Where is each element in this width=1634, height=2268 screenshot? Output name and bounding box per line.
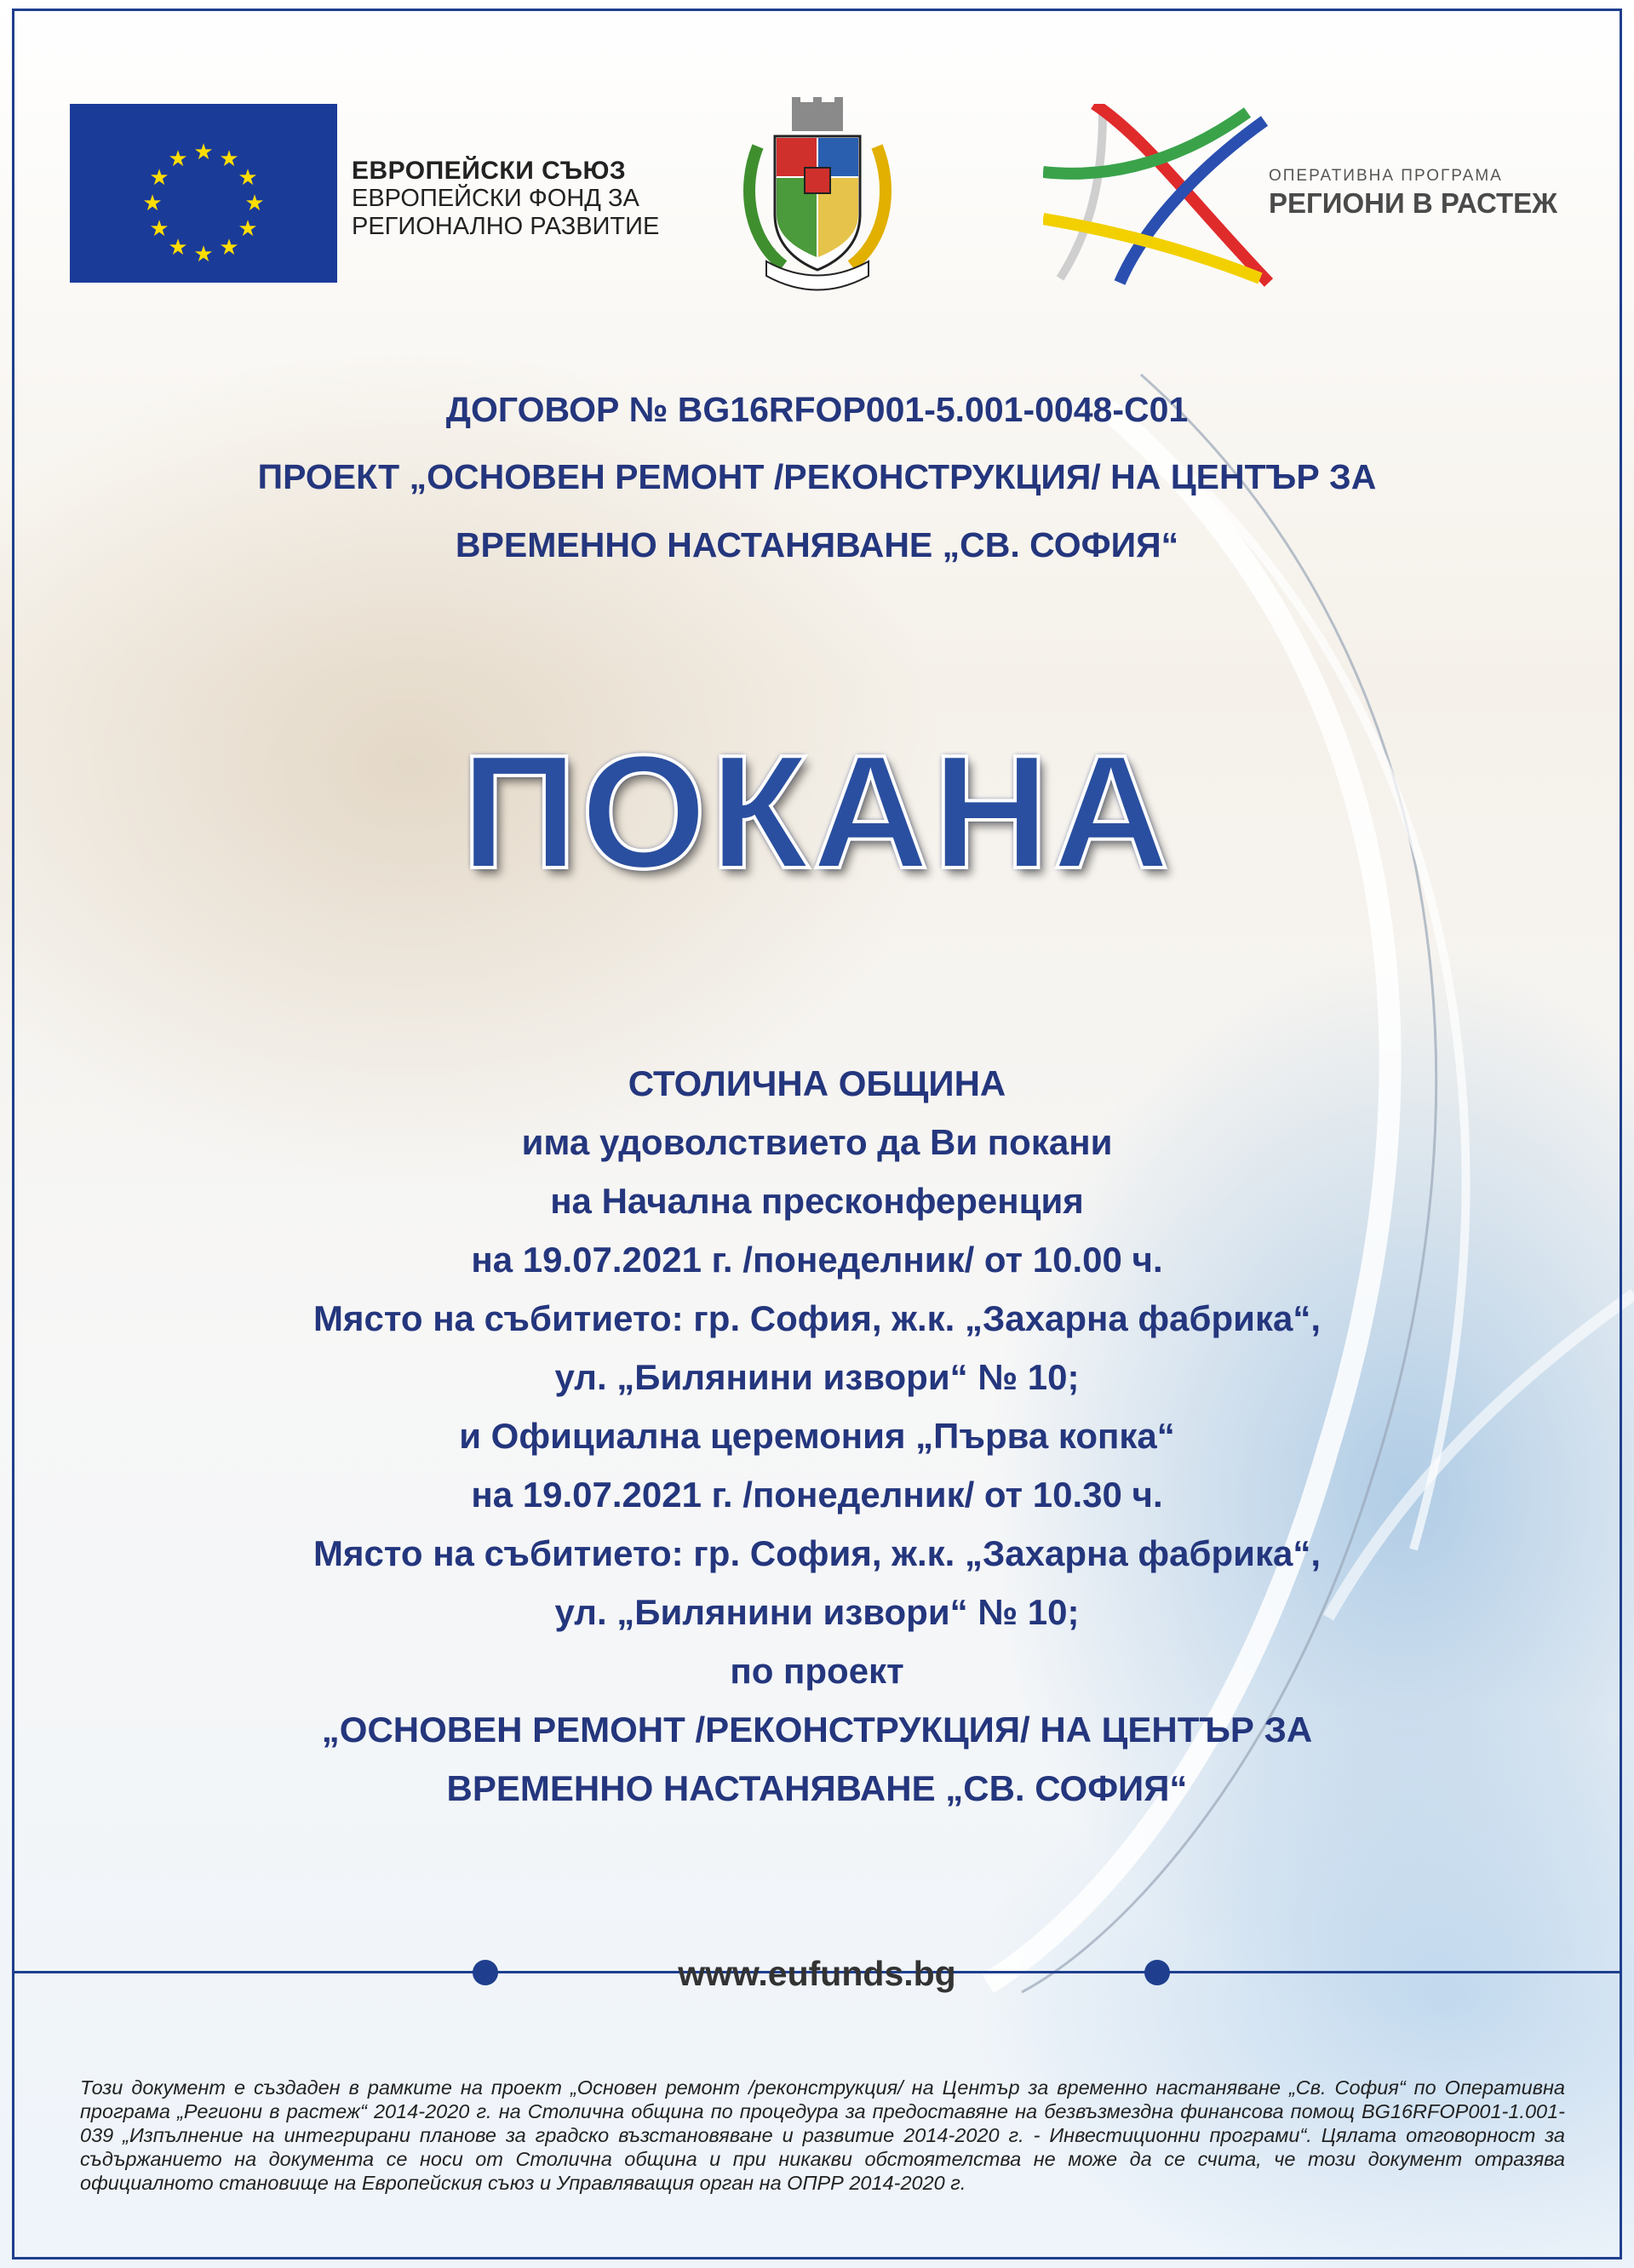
invitation-line: на 19.07.2021 г. /понеделник/ от 10.30 ч. — [471, 1475, 1163, 1515]
svg-text:★: ★ — [142, 191, 163, 216]
invitation-line: ул. „Билянини извори“ № 10; — [554, 1592, 1080, 1632]
project-title-line1: ПРОЕКТ „ОСНОВЕН РЕМОНТ /РЕКОНСТРУКЦИЯ/ НА ЦЕНТЪР ЗА — [257, 457, 1377, 496]
invitation-title: ПОКАНА — [461, 722, 1173, 902]
svg-text:★: ★ — [149, 165, 169, 191]
invitation-line: СТОЛИЧНА ОБЩИНА — [628, 1063, 1006, 1103]
invitation-line: на 19.07.2021 г. /понеделник/ от 10.00 ч. — [471, 1240, 1163, 1280]
invitation-line: ВРЕМЕННО НАСТАНЯВАНЕ „СВ. СОФИЯ“ — [446, 1768, 1188, 1808]
invitation-line: Място на събитието: гр. София, ж.к. „Захарна фабрика“, — [313, 1533, 1321, 1573]
svg-text:★: ★ — [168, 235, 188, 261]
invitation-line: на Начална пресконференция — [550, 1181, 1084, 1221]
eu-stars-icon — [70, 104, 337, 283]
regions-in-growth-text — [1269, 167, 1557, 220]
invitation-line: ул. „Билянини извори“ № 10; — [554, 1357, 1080, 1397]
regions-in-growth-logo — [1043, 104, 1286, 287]
sofia-coat-of-arms-logo — [732, 95, 903, 300]
svg-text:★: ★ — [219, 146, 239, 172]
svg-text:★: ★ — [149, 216, 169, 242]
invitation-line: и Официална церемония „Първа копка“ — [459, 1416, 1175, 1456]
eu-text-line2: ЕВРОПЕЙСКИ ФОНД ЗА — [352, 185, 639, 212]
program-label-small: ОПЕРАТИВНА ПРОГРАМА — [1269, 167, 1503, 185]
svg-text:★: ★ — [219, 235, 239, 261]
project-title-line2: ВРЕМЕННО НАСТАНЯВАНЕ „СВ. СОФИЯ“ — [455, 525, 1179, 564]
invitation-line: има удоволствието да Ви покани — [521, 1122, 1113, 1162]
svg-text:★: ★ — [193, 242, 214, 267]
program-label-big: РЕГИОНИ В РАСТЕЖ — [1269, 187, 1557, 219]
svg-text:★: ★ — [238, 165, 258, 191]
eu-text-line1: ЕВРОПЕЙСКИ СЪЮЗ — [352, 157, 627, 185]
eu-text-line3: РЕГИОНАЛНО РАЗВИТИЕ — [352, 213, 660, 240]
svg-text:★: ★ — [244, 191, 265, 216]
invitation-line: Място на събитието: гр. София, ж.к. „Захарна фабрика“, — [313, 1298, 1321, 1338]
invitation-line: „ОСНОВЕН РЕМОНТ /РЕКОНСТРУКЦИЯ/ НА ЦЕНТЪР ЗА — [321, 1710, 1313, 1750]
eu-flag-logo — [70, 104, 337, 283]
eu-logo-text — [352, 157, 659, 241]
contract-number: ДОГОВОР № BG16RFOP001-5.001-0048-C01 — [445, 390, 1189, 429]
svg-text:★: ★ — [168, 146, 188, 172]
website-link[interactable]: www.eufunds.bg — [678, 1954, 956, 1993]
svg-text:★: ★ — [193, 140, 214, 165]
invitation-body — [0, 1054, 1634, 1818]
disclaimer-text: Този документ е създаден в рамките на проект „Основен ремонт /реконструкция/ на Център за временно настаняване „Св. София“ по Оперативна програма „Региони в растеж“ 2014-2020 г. на Столична община по процедура за предоставяне на безвъзмездна финансова помощ BG16RFOP001-1.001-039 „Изпълнение на интегрирани планове за градско възстановяване и развитие 2014-2020 г. - Инвестиционни програми“. Цялата отговорност за съдържанието на документа се носи от Столична община и при никакви обстоятелства не може да се счита, че този документ отразява официалното становище на Европейския съюз и Управляващия орган на ОПРР 2014-2020 г. — [80, 2076, 1565, 2194]
svg-text:★: ★ — [238, 216, 258, 242]
invitation-line: по проект — [730, 1651, 904, 1691]
